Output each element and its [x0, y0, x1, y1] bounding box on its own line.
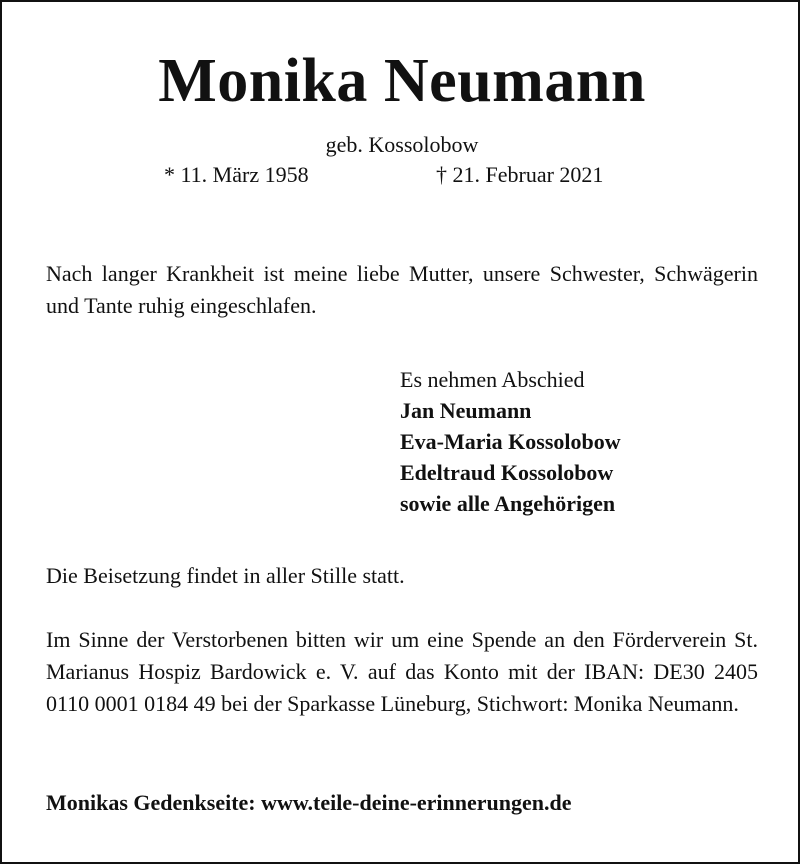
mourner-name: sowie alle Angehörigen	[400, 491, 616, 516]
donation-note: Im Sinne der Verstorbenen bitten wir um eine Spende an den Förderverein St. Marianus Hospiz Bardowick e. V. auf das Konto mit der IBAN: DE30 2405 0110 0001 0184 49 bei der Sparkasse Lüneburg, Stichwort: Monika Neumann.	[46, 627, 758, 716]
birth-date: * 11. März 1958	[164, 162, 309, 187]
mourner-name: Eva-Maria Kossolobow	[400, 429, 621, 454]
mourner-name: Jan Neumann	[400, 398, 532, 423]
burial-note: Die Beisetzung findet in aller Stille statt.	[46, 563, 405, 588]
death-date: † 21. Februar 2021	[436, 162, 604, 187]
mourner-name: Edeltraud Kossolobow	[400, 460, 614, 485]
deceased-name: Monika Neumann	[158, 47, 646, 115]
mourners-intro: Es nehmen Abschied	[400, 367, 585, 392]
announcement-text: Nach langer Krankheit ist meine liebe Mutter, unsere Schwester, Schwägerin und Tante ruhig eingeschlafen.	[46, 261, 758, 318]
maiden-name: geb. Kossolobow	[325, 132, 479, 157]
memorial-page-link[interactable]: Monikas Gedenkseite: www.teile-deine-erinnerungen.de	[46, 790, 572, 815]
mourners-block	[400, 364, 621, 519]
